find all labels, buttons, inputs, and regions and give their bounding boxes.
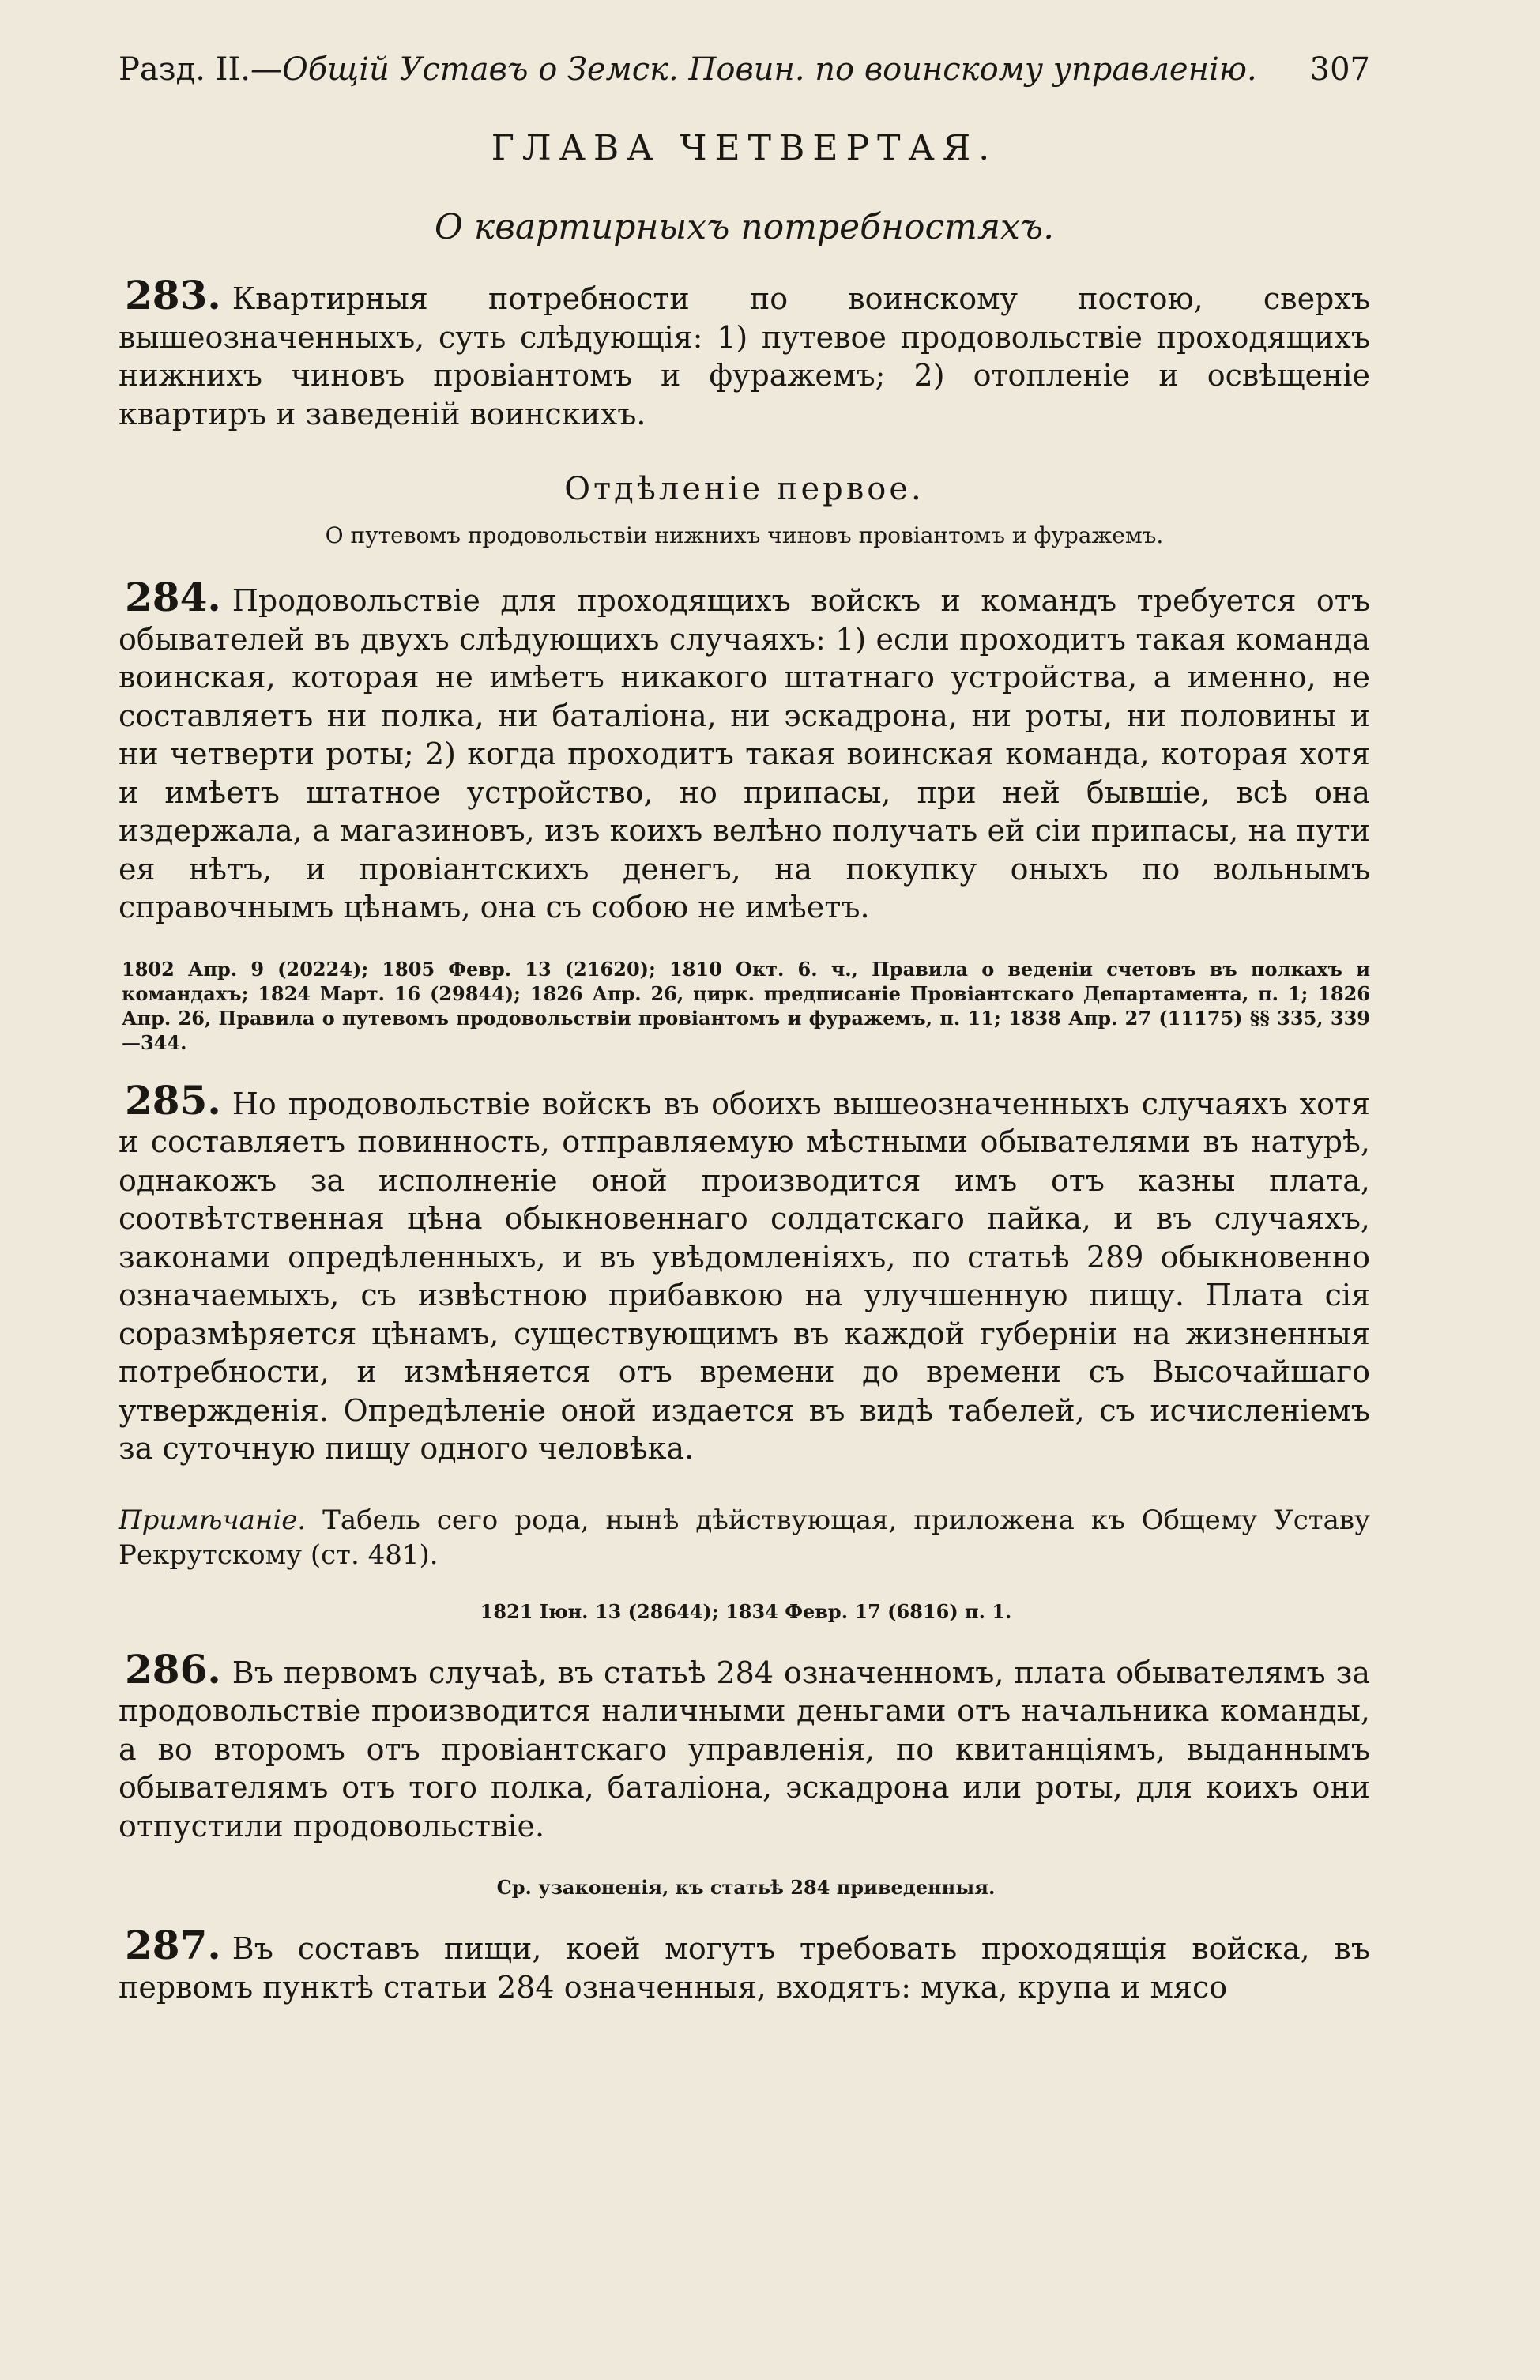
article-number: 285.: [125, 1076, 221, 1124]
running-head-section: Разд. II.—Общій Уставъ о Земск. Повин. по воинскому управленію.: [119, 51, 1257, 88]
article-text: Но продовольствіе войскъ въ обоихъ вышеозначенныхъ случаяхъ хотя и составляетъ повинность, отправляемую мѣстными обывателями въ натурѣ, однакожъ за исполненіе оной производится имъ отъ казны плата, соотвѣтственная цѣна обыкновеннаго солдатскаго пайка, и въ случаяхъ, законами опредѣленныхъ, и въ увѣдомленіяхъ, по статьѣ 289 обыкновенно означаемыхъ, съ извѣстною прибавкою на улучшенную пищу. Плата сія соразмѣряется цѣнамъ, существующимъ въ каждой губерніи на жизненныя потребности, и измѣняется отъ времени до времени съ Высочайшаго утвержденія. Опредѣленіе оной издается въ видѣ табелей, съ исчисленіемъ за суточную пищу одного человѣка.: [119, 1086, 1370, 1466]
article-text: Продовольствіе для проходящихъ войскъ и командъ требуется отъ обывателей въ двухъ слѣдующихъ случаяхъ: 1) если проходитъ такая команда воинская, которая не имѣетъ никакого штатнаго устройства, а именно, не составляетъ ни полка, ни баталіона, ни эскадрона, ни роты, ни половины и ни четверти роты; 2) когда проходитъ такая воинская команда, которая хотя и имѣетъ штатное устройство, но припасы, при ней бывшіе, всѣ она издержала, а магазиновъ, изъ коихъ велѣно получать ей сіи припасы, на пути ея нѣтъ, и провіантскихъ денегъ, на покупку оныхъ по вольнымъ справочнымъ цѣнамъ, она съ собою не имѣетъ.: [119, 583, 1370, 925]
article-number: 286.: [125, 1645, 221, 1693]
article-text: Въ составъ пищи, коей могутъ требовать проходящія войска, въ первомъ пунктѣ статьи 284 означенныя, входятъ: мука, крупа и мясо: [119, 1931, 1370, 2005]
section-title: Отдѣленіе первое.: [564, 471, 924, 507]
chapter-title: ГЛАВА ЧЕТВЕРТАЯ.: [491, 128, 998, 168]
article-number: 283.: [125, 272, 221, 318]
article-text: Въ первомъ случаѣ, въ статьѣ 284 означенномъ, плата обывателямъ за продовольствіе производится наличными деньгами отъ начальника команды, а во второмъ отъ провіантскаго управленія, по квитанціямъ, выданнымъ обывателямъ отъ того полка, баталіона, эскадрона или роты, для коихъ они отпустили продовольствіе.: [119, 1655, 1370, 1843]
article-286-sources: Ср. узаконенія, къ статьѣ 284 приведенныя.: [496, 1876, 996, 1899]
article-287: [119, 1922, 1370, 2006]
article-number: 287.: [125, 1922, 221, 1968]
article-text: Квартирныя потребности по воинскому постою, сверхъ вышеозначенныхъ, суть слѣдующія: 1) путевое продовольствіе проходящихъ нижнихъ чиновъ провіантомъ и фуражемъ; 2) отопленіе и освѣщеніе квартиръ и заведеній воинскихъ.: [119, 281, 1370, 431]
section-subtitle: О путевомъ продовольствіи нижнихъ чиновъ провіантомъ и фуражемъ.: [325, 522, 1164, 548]
note-label: Примѣчаніе.: [119, 1504, 307, 1536]
page-number: 307: [1309, 51, 1370, 88]
article-284: [119, 574, 1370, 927]
article-285-sources: 1821 Іюн. 13 (28644); 1834 Февр. 17 (6816) п. 1.: [480, 1599, 1012, 1623]
article-284-sources: 1802 Апр. 9 (20224); 1805 Февр. 13 (21620); 1810 Окт. 6. ч., Правила о веденіи счетовъ въ полкахъ и командахъ; 1824 Март. 16 (29844); 1826 Апр. 26, цирк. предписаніе Провіантскаго Департамента, п. 1; 1826 Апр. 26, Правила о путевомъ продовольствіи провіантомъ и фуражемъ, п. 11; 1838 Апр. 27 (11175) §§ 335, 339—344.: [122, 957, 1370, 1054]
article-285: [119, 1076, 1370, 1468]
note-text: Табель сего рода, нынѣ дѣйствующая, приложена къ Общему Уставу Рекрутскому (ст. 481).: [119, 1504, 1370, 1571]
running-head: [119, 49, 1370, 90]
article-285-note: [119, 1503, 1370, 1572]
article-283: [119, 272, 1370, 433]
article-number: 284.: [125, 574, 221, 620]
running-head-title: —Общій Уставъ о Земск. Повин. по воинскому управленію.: [250, 51, 1257, 88]
chapter-subtitle: О квартирныхъ потребностяхъ.: [434, 207, 1055, 247]
article-286: [119, 1645, 1370, 1846]
